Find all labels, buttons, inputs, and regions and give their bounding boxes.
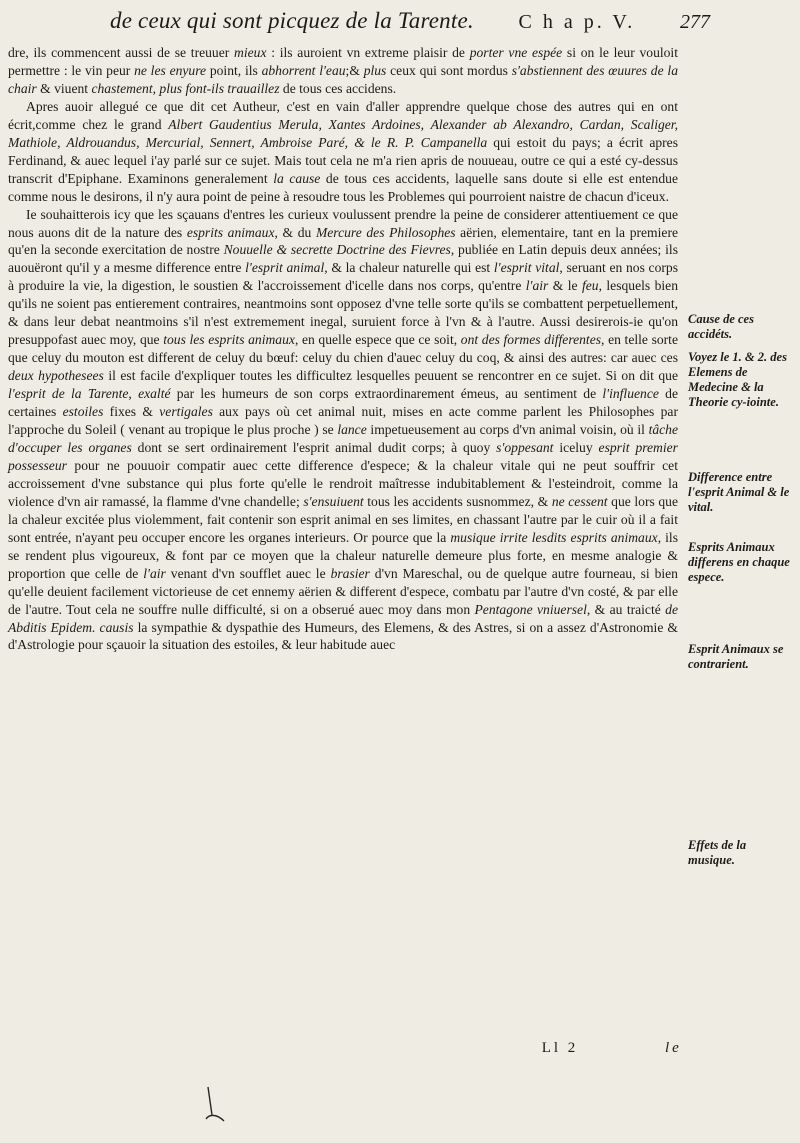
italic-run: esprit premier possesseur: [8, 439, 678, 473]
text-run: , lesquels bien qu'ils ne soient pas entierement contraires, neantmoins sont opposez d'vne telle sorte qu'ils se combattent perpetuellement, & dans leur debat neantmoins s'il n'est extremement inegal, suruient force à l'vn & à l'autre. Aussi desirerois-ie qu'on presuppofast auec moy, que: [8, 278, 678, 348]
running-title: de ceux qui sont picquez de la Tarente.: [110, 8, 474, 33]
italic-run: ne cessent: [551, 493, 608, 509]
italic-run: l'air: [143, 565, 166, 581]
italic-run: brasier: [330, 565, 370, 581]
italic-run: abhorrent l'eau: [261, 62, 346, 78]
text-run: tous les accidents susnommez, &: [363, 493, 552, 509]
text-run: Ie souhaitterois icy que les sçauans d'entres les curieux voulussent prendre la peine de considerer attentiuement ce que nous auons dit de la nature des: [8, 206, 678, 240]
italic-run: estoiles: [62, 404, 104, 420]
body-text: [8, 44, 678, 654]
paragraph: [8, 98, 678, 206]
text-run: il est facile d'expliquer toutes les difficultez lesquelles peuuent se rencontrer en ce sujet. Si on dit que: [103, 368, 678, 384]
text-run: venant d'vn soufflet auec le: [165, 565, 331, 581]
italic-run: Albert Gaudentius Merula, Xantes Ardoines, Alexander ab Alexandro, Cardan, Scaliger, Mathiole, Aldrouandus, Mercurial, Sennert, Ambroise Paré, & le R. P. Campanella: [8, 116, 678, 150]
margin-note: Effets de la musique.: [688, 838, 747, 867]
text-run: , publiée en Latin depuis deux années; ils auouëront qu'il y a mesme difference entre: [8, 242, 678, 276]
text-run: Apres auoir allegué ce que dit cet Autheur, c'est en vain d'aller apprendre quelque chose des autres qui en ont écrit,comme chez le grand: [8, 98, 678, 132]
margin-note: Esprits Animaux differens en chaque espece.: [688, 540, 790, 584]
margin-note: Esprit Animaux se contrarient.: [688, 642, 784, 671]
text-run: ;&: [345, 62, 364, 78]
italic-run: de Abditis Epidem. causis: [8, 601, 679, 635]
signature-mark: Ll 2: [541, 1040, 579, 1056]
text-run: de tous ces accidents, laquelle sans doute si elle est entendue comme nous le desirons, il n'y aura point de peine à resoudre tous les Problemes qui pourroient naistre de chacun d'iceux.: [8, 170, 678, 204]
text-run: : ils auroient vn extreme plaisir de: [266, 45, 470, 60]
margin-note: Cause de ces accidéts.: [688, 312, 754, 341]
stray-ink-mark: [200, 1085, 230, 1125]
italic-run: ont des formes differentes: [460, 332, 602, 348]
text-run: point, ils: [206, 62, 262, 78]
italic-run: plus: [363, 62, 387, 78]
text-run: , ils se rendent plus vigoureux, & font par ce moyen que la chaleur naturelle demeure plus forte, en mesme analogie & proportion que celle de: [8, 529, 678, 581]
italic-run: feu: [581, 278, 599, 294]
text-run: la sympathie & dyspathie des Humeurs, des Elemens, & des Astres, si on a assez d'Astronomie & d'Astrologie pour sçauoir la situation des estoiles, & leur habitude auec: [8, 619, 678, 653]
italic-run: s'oppesant: [496, 439, 554, 455]
text-run: , & du: [274, 224, 316, 240]
text-run: , & au traicté: [586, 601, 666, 617]
margin-note: Difference entre l'esprit Animal & le vital.: [688, 470, 790, 514]
italic-run: lance: [337, 422, 367, 438]
italic-run: l'air: [525, 278, 549, 294]
text-run: , seruant en nos corps à produire la vie, la digestion, le soustien & l'accroissement d'icelle dans nos corps, qu'entre: [8, 260, 679, 294]
text-run: aux pays où cet animal nuit, mises en acte comme parlent les Philosophes par l'approche du Soleil ( venant au tropique le plus proche ) se: [8, 404, 678, 438]
text-run: si on le leur vouloit permettre : le vin peur: [8, 45, 678, 78]
italic-run: Nouuelle & secrette Doctrine des Fievres: [223, 242, 451, 258]
text-run: , en quelle espece que ce soit,: [294, 332, 461, 348]
text-run: de tous ces accidens.: [279, 80, 397, 96]
text-run: , en telle sorte que celuy du mouton est different de celuy du bœuf: celuy du chien d'auec celuy du coq, & ainsi des autres: car auec ces: [8, 332, 678, 366]
text-run: que lors que la chaleur excitée plus violemment, fait contenir son esprit animal en ses limites, en chassant l'autre par le cuir où il a fait sont entrée, n'ayant peu occuper encore les organes interieurs. Or pource que la: [8, 493, 679, 545]
chapter-label: C h a p. V.: [518, 11, 636, 33]
italic-run: ne les enyure: [134, 62, 207, 78]
catchword: le: [665, 1040, 682, 1056]
text-run: & le: [548, 278, 582, 294]
italic-run: tâche d'occuper les organes: [8, 422, 679, 455]
italic-run: l'esprit de la Tarente: [8, 386, 129, 402]
page-number: 277: [679, 11, 710, 33]
text-run: ,: [128, 386, 139, 402]
italic-run: l'influence: [602, 386, 659, 402]
italic-run: s'ensuiuent: [303, 493, 364, 509]
italic-run: tous les esprits animaux: [163, 332, 295, 348]
text-run: impetueusement au corps d'vn animal voisin, où il: [366, 422, 649, 438]
paragraph: [8, 206, 678, 655]
text-run: qui estoit du pays; a écrit apres Ferdinand, & auec lequel i'ay parlé sur ce sujet. Mais tout cela ne m'a rien apris de nouueau, outre ce qui a esté cy-dessus transcrit d'Epiphane. Examinons generalement: [8, 134, 679, 186]
italic-run: l'esprit vital: [493, 260, 560, 276]
margin-note: Voyez le 1. & 2. des Elemens de Medecine & la Theorie cy-iointe.: [688, 350, 787, 409]
text-run: d'vn Mareschal, ou de quelque autre fourneau, si bien qu'elle deuient facilement victorieuse de cet ennemy aërien & different d'espece, combatu par l'autre d'vn costé, & par elle de l'autre. Tout cela ne souffre nulle difficulté, si on a obserué auec moy dans mon: [8, 565, 678, 617]
page-footer: [500, 1040, 682, 1057]
italic-run: porter vne espée: [469, 45, 563, 60]
text-run: , & la chaleur naturelle qui est: [324, 260, 494, 276]
italic-run: deux hypothesees: [8, 368, 104, 384]
text-run: par les humeurs de son corps extraordinarement émeus, au sentiment de: [170, 386, 603, 402]
text-run: & viuent: [36, 80, 92, 96]
italic-run: la cause: [273, 170, 321, 186]
text-run: dont se sert ordinairement l'esprit animal dudit corps; à quoy: [131, 439, 497, 455]
text-run: ceux qui sont mordus: [386, 62, 512, 78]
italic-run: esprits animaux: [186, 224, 275, 240]
italic-run: exalté: [138, 386, 171, 402]
italic-run: Pentagone vniuersel: [474, 601, 587, 617]
text-run: pour ne pouuoir compatir auec cette difference d'espece; & la chaleur vitale qui ne peut souffrir cet accroissement d'vne substance qui plus forte qu'elle le rendroit maîtresse indubitablement & l'esteindroit, comme la violence d'vn air ramassé, la flamme d'vne chandelle;: [8, 457, 678, 509]
italic-run: vertigales: [159, 404, 213, 420]
text-run: aërien, elementaire, tant en la premiere qu'en la seconde exercitation de nostre: [8, 224, 679, 258]
italic-run: l'esprit animal: [245, 260, 325, 276]
text-run: dre, ils commencent aussi de se treuuer: [8, 45, 235, 60]
text-run: fixes &: [103, 404, 160, 420]
italic-run: Mercure des Philosophes: [315, 224, 456, 240]
italic-run: chastement, plus font-ils trauaillez: [91, 80, 280, 96]
italic-run: mieux: [234, 45, 267, 60]
text-run: de certaines: [8, 386, 679, 420]
italic-run: musique irrite lesdits esprits animaux: [450, 529, 658, 545]
paragraph: [8, 44, 678, 98]
italic-run: s'abstiennent des œuures de la chair: [8, 62, 678, 96]
running-header: [110, 8, 710, 42]
text-run: iceluy: [553, 439, 599, 455]
